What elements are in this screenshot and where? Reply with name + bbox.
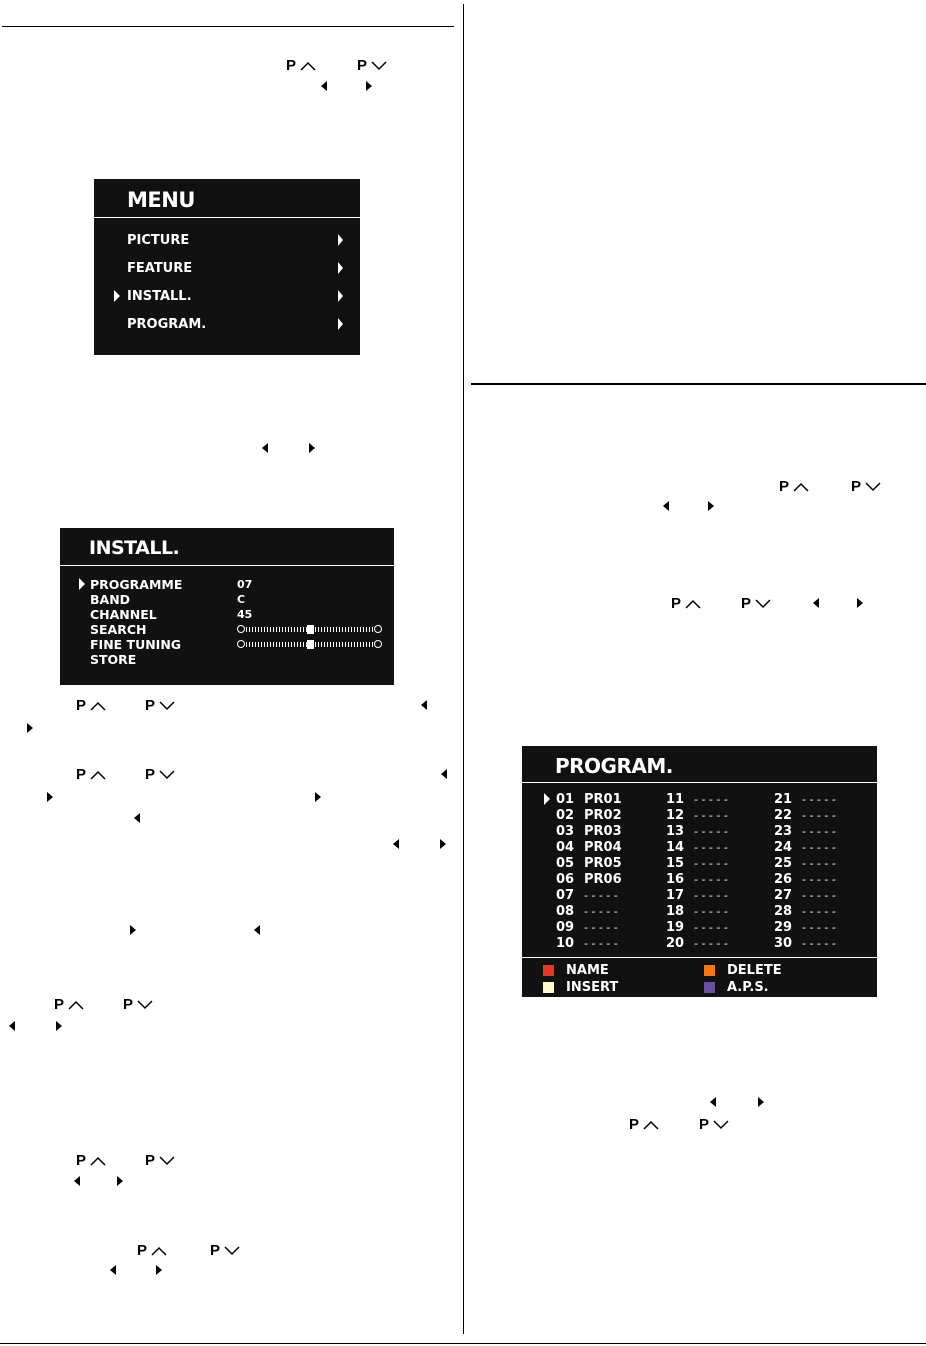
program-number[interactable]: 16 [666,872,685,887]
program-number[interactable]: 28 [774,904,793,919]
p-up-key-icon [137,1243,167,1259]
p-key-label: P [76,1152,90,1169]
left-arrow-icon [262,443,268,453]
left-arrow-icon [134,813,140,823]
p-down-key-icon [145,767,175,783]
program-number[interactable]: 06 [556,872,575,887]
p-key-label: P [629,1116,643,1133]
program-name[interactable]: - - - - - [584,889,618,902]
program-number[interactable]: 21 [774,792,793,807]
program-number[interactable]: 05 [556,856,575,871]
p-key-label: P [851,478,865,495]
menu-title: MENU [127,188,195,212]
left-arrow-icon [321,81,327,91]
submenu-arrow-icon [338,318,343,330]
program-number[interactable]: 26 [774,872,793,887]
program-number[interactable]: 25 [774,856,793,871]
program-legend-rule [522,957,877,958]
program-number[interactable]: 17 [666,888,685,903]
program-name[interactable]: PR05 [584,856,622,871]
legend-color-key-icon [543,982,554,993]
program-number[interactable]: 27 [774,888,793,903]
left-arrow-icon [110,1265,116,1275]
p-down-key-icon [699,1117,729,1133]
program-number[interactable]: 02 [556,808,575,823]
program-number[interactable]: 29 [774,920,793,935]
left-arrow-icon [710,1097,716,1107]
p-key-label: P [145,697,159,714]
program-number[interactable]: 01 [556,792,575,807]
bottom-rule [0,1343,926,1344]
p-down-key-icon [357,58,387,74]
p-key-label: P [357,57,371,74]
program-number[interactable]: 18 [666,904,685,919]
p-down-key-icon [123,997,153,1013]
p-up-key-icon [629,1117,659,1133]
install-level-bar[interactable] [237,626,382,633]
program-name[interactable]: - - - - - [802,809,836,822]
program-name[interactable]: - - - - - [694,921,728,934]
program-number[interactable]: 24 [774,840,793,855]
left-arrow-icon [813,598,819,608]
program-number[interactable]: 23 [774,824,793,839]
program-name[interactable]: PR06 [584,872,622,887]
program-name[interactable]: - - - - - [802,905,836,918]
right-arrow-icon [857,598,863,608]
program-name[interactable]: - - - - - [694,809,728,822]
left-arrow-icon [393,839,399,849]
program-name[interactable]: - - - - - [802,889,836,902]
p-down-key-icon [145,1153,175,1169]
right-arrow-icon [117,1176,123,1186]
program-name[interactable]: - - - - - [802,921,836,934]
right-arrow-icon [130,925,136,935]
menu-cursor-icon [114,290,120,302]
p-key-label: P [699,1116,713,1133]
program-name[interactable]: - - - - - [802,793,836,806]
legend-label: INSERT [566,980,619,995]
program-name[interactable]: - - - - - [694,825,728,838]
submenu-arrow-icon [338,290,343,302]
left-arrow-icon [9,1021,15,1031]
legend-color-key-icon [543,965,554,976]
p-up-key-icon [671,596,701,612]
level-knob[interactable] [307,640,314,649]
p-key-label: P [210,1242,224,1259]
program-name[interactable]: - - - - - [802,873,836,886]
program-number[interactable]: 30 [774,936,793,951]
menu-item[interactable]: INSTALL. [127,289,192,304]
p-key-label: P [76,766,90,783]
install-osd [60,528,394,685]
p-down-key-icon [851,479,881,495]
p-down-key-icon [741,596,771,612]
submenu-arrow-icon [338,262,343,274]
program-number[interactable]: 20 [666,936,685,951]
menu-item[interactable]: PROGRAM. [127,317,207,332]
p-key-label: P [123,996,137,1013]
right-arrow-icon [708,501,714,511]
program-name[interactable]: - - - - - [584,937,618,950]
p-down-key-icon [145,698,175,714]
install-row-label[interactable]: FINE TUNING [90,637,182,652]
program-name[interactable]: - - - - - [694,841,728,854]
left-arrow-icon [74,1176,80,1186]
program-title: PROGRAM. [555,754,673,778]
program-number[interactable]: 08 [556,904,575,919]
program-name[interactable]: PR01 [584,792,622,807]
p-key-label: P [286,57,300,74]
menu-osd [94,179,360,355]
p-down-key-icon [210,1243,240,1259]
program-name[interactable]: PR02 [584,808,622,823]
program-number[interactable]: 10 [556,936,575,951]
left-arrow-icon [421,700,427,710]
column-divider [463,4,464,1334]
p-key-label: P [145,1152,159,1169]
program-name[interactable]: - - - - - [694,857,728,870]
p-key-label: P [741,595,755,612]
left-arrow-icon [663,501,669,511]
p-key-label: P [671,595,685,612]
menu-item[interactable]: PICTURE [127,233,190,248]
program-number[interactable]: 07 [556,888,575,903]
right-arrow-icon [309,443,315,453]
right-arrow-icon [56,1021,62,1031]
program-number[interactable]: 03 [556,824,575,839]
legend-label: A.P.S. [727,980,769,995]
submenu-arrow-icon [338,234,343,246]
left-arrow-icon [254,925,260,935]
install-row-label[interactable]: BAND [90,592,131,607]
p-up-key-icon [76,698,106,714]
p-up-key-icon [779,479,809,495]
program-number[interactable]: 22 [774,808,793,823]
right-arrow-icon [440,839,446,849]
program-number[interactable]: 13 [666,824,685,839]
program-name[interactable]: - - - - - [802,857,836,870]
p-key-label: P [54,996,68,1013]
program-name[interactable]: - - - - - [802,825,836,838]
program-number[interactable]: 15 [666,856,685,871]
menu-item[interactable]: FEATURE [127,261,193,276]
legend-label: DELETE [727,963,782,978]
p-key-label: P [137,1242,151,1259]
program-name[interactable]: - - - - - [802,937,836,950]
install-cursor-icon [79,578,85,590]
p-up-key-icon [286,58,316,74]
install-row-value: 07 [237,578,253,591]
install-row-label[interactable]: PROGRAMME [90,577,183,592]
right-arrow-icon [366,81,372,91]
program-name[interactable]: - - - - - [584,905,618,918]
program-number[interactable]: 04 [556,840,575,855]
right-arrow-icon [27,723,33,733]
right-arrow-icon [758,1097,764,1107]
program-name[interactable]: - - - - - [802,841,836,854]
legend-color-key-icon [704,965,715,976]
program-name[interactable]: - - - - - [694,905,728,918]
legend-label: NAME [566,963,609,978]
program-name[interactable]: - - - - - [694,793,728,806]
program-name[interactable]: - - - - - [694,873,728,886]
program-osd [522,746,877,997]
program-name[interactable]: PR03 [584,824,622,839]
menu-title-rule [94,217,360,218]
right-arrow-icon [47,792,53,802]
program-name[interactable]: - - - - - [584,921,618,934]
program-name[interactable]: - - - - - [694,889,728,902]
program-name[interactable]: PR04 [584,840,622,855]
install-title: INSTALL. [89,537,180,559]
program-cursor-icon [544,793,550,805]
program-number[interactable]: 09 [556,920,575,935]
p-up-key-icon [76,1153,106,1169]
p-key-label: P [76,697,90,714]
install-row-label[interactable]: STORE [90,652,137,667]
right-arrow-icon [156,1265,162,1275]
level-knob[interactable] [307,625,314,634]
program-number[interactable]: 11 [666,792,685,807]
program-name[interactable]: - - - - - [694,937,728,950]
program-number[interactable]: 12 [666,808,685,823]
install-row-label[interactable]: CHANNEL [90,607,157,622]
install-title-rule [60,565,394,566]
program-number[interactable]: 19 [666,920,685,935]
install-row-label[interactable]: SEARCH [90,622,147,637]
top-rule-left [2,26,454,27]
install-level-bar[interactable] [237,641,382,648]
program-number[interactable]: 14 [666,840,685,855]
p-up-key-icon [54,997,84,1013]
legend-color-key-icon [704,982,715,993]
install-row-value: C [237,593,246,606]
p-key-label: P [779,478,793,495]
install-row-value: 45 [237,608,253,621]
right-arrow-icon [315,792,321,802]
section-rule-right [471,383,926,385]
program-title-rule [522,782,877,783]
p-up-key-icon [76,767,106,783]
left-arrow-icon [441,769,447,779]
p-key-label: P [145,766,159,783]
